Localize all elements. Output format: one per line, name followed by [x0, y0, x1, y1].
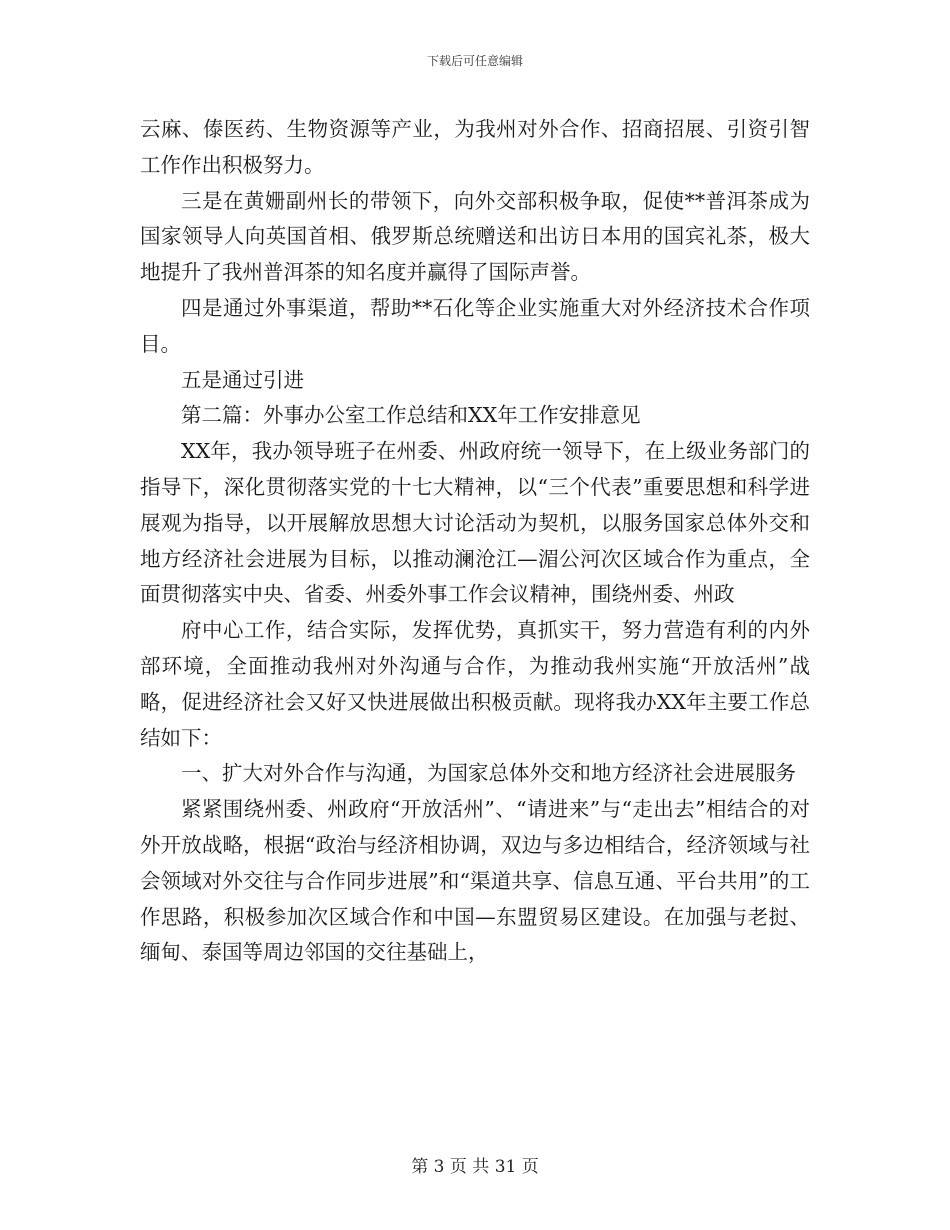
- paragraph: 五是通过引进: [181, 367, 304, 392]
- paragraph: 三是在黄姗副州长的带领下，向外交部积极争取，促使**普洱茶成为国家领导人向英国首相、俄罗斯总统赠送和出访日本用的国宾礼茶，极大地提升了我州普洱茶的知名度并赢得了国际声誉。: [140, 188, 810, 285]
- page-header: 下载后可任意编辑: [426, 54, 523, 68]
- paragraph: XX年，我办领导班子在州委、州政府统一领导下，在上级业务部门的指导下，深化贯彻落实党的十七大精神，以“三个代表”重要思想和科学进展观为指导，以开展解放思想大讨论活动为契机，以服务国家总体外交和地方经济社会进展为目标，以推动澜沧江—湄公河次区域合作为重点，全面贯彻落实中央、省委、州委外事工作会议精神，围绕州委、州政: [140, 439, 810, 607]
- page-footer: 第 3 页 共 31 页: [411, 1157, 539, 1177]
- document-body: [140, 112, 810, 971]
- paragraph: 四是通过外事渠道，帮助**石化等企业实施重大对外经济技术合作项目。: [140, 295, 810, 356]
- subsection-heading: 一、扩大对外合作与沟通，为国家总体外交和地方经济社会进展服务: [181, 761, 796, 786]
- section-title: 第二篇：外事办公室工作总结和XX年工作安排意见: [181, 403, 641, 428]
- paragraph: 府中心工作，结合实际，发挥优势，真抓实干，努力营造有利的内外部环境，全面推动我州对外沟通与合作，为推动我州实施“开放活州”战略，促进经济社会又好又快进展做出积极贡献。现将我办XX年主要工作总结如下：: [140, 618, 810, 750]
- paragraph: 紧紧围绕州委、州政府“开放活州”、“请进来”与“走出去”相结合的对外开放战略，根据“政治与经济相协调，双边与多边相结合，经济领域与社会领域对外交往与合作同步进展”和“渠道共享、信息互通、平台共用”的工作思路，积极参加次区域合作和中国—东盟贸易区建设。在加强与老挝、缅甸、泰国等周边邻国的交往基础上，: [140, 797, 810, 965]
- paragraph-continuation: 云麻、傣医药、生物资源等产业，为我州对外合作、招商招展、引资引智工作作出积极努力。: [140, 117, 810, 177]
